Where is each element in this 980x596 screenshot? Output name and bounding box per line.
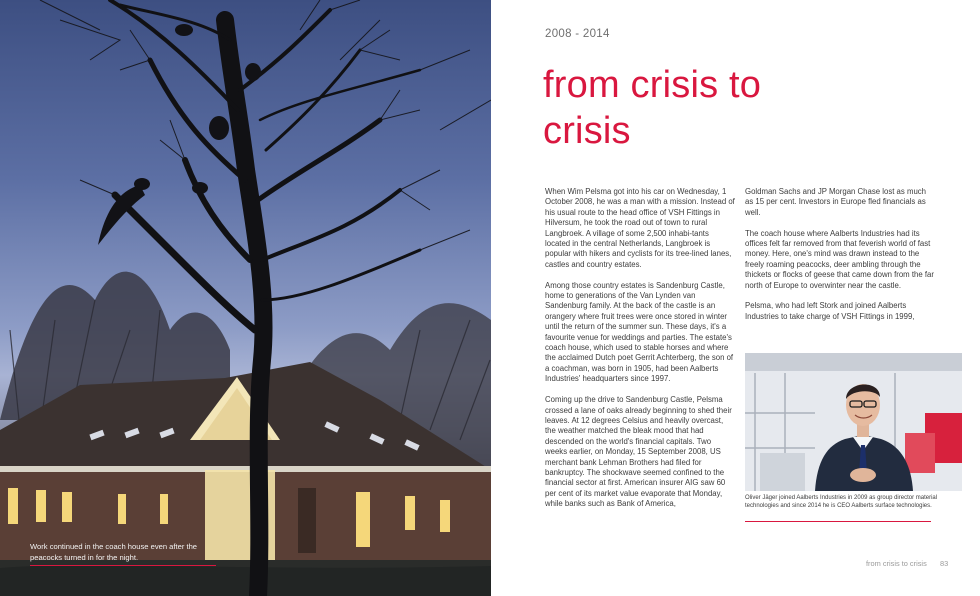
caption-divider	[30, 565, 216, 566]
body-paragraph: Pelsma, who had left Stork and joined Aalberts Industries to take charge of VSH Fittings in 1999,	[745, 301, 915, 321]
portrait-image	[745, 353, 962, 491]
body-column-2	[745, 187, 935, 333]
portrait-photo	[745, 353, 962, 491]
page-number: 83	[940, 559, 949, 568]
body-paragraph: Goldman Sachs and JP Morgan Chase lost as much as 15 per cent. Investors in Europe fled financials as well.	[745, 187, 927, 217]
body-paragraph: The coach house where Aalberts Industries had its offices felt far removed from that feverish world of fast money. Here, one's mind was drawn instead to the freely roaming peacocks, deer ambling through the thickets or flocks of geese that came down from the far north of Europe to overwinter near the castle.	[745, 228, 934, 290]
period-label: 2008 - 2014	[545, 28, 610, 40]
text-page	[491, 0, 980, 596]
body-paragraph: Among those country estates is Sandenburg Castle, home to generations of the Van Lynden van Sandenburg family. At the back of the castle is an orangery where fruit trees were once stored in winter until the return of the summer sun. These days, it's a favourite venue for weddings and parties. The estate's coach house, which used to stable horses and where the acclaimed Dutch poet Gerrit Achterberg, the son of a coachman, was born in 1905, had been Aalberts Industries' headquarters since 1997.	[545, 280, 734, 384]
body-paragraph: When Wim Pelsma got into his car on Wednesday, 1 October 2008, he was a man with a mission. Instead of his usual route to the head office of VSH Fittings in Hilversum, he took the road out of town to rural Langbroek. A village of some 2,500 inhabi-tants located in the central Netherlands, Langbroek is popular with hikers and cyclists for its tree-lined lanes, castles and country estates.	[545, 187, 735, 269]
photo-caption: Work continued in the coach house even after the peacocks turned in for the night.	[30, 542, 198, 562]
caption-divider	[745, 521, 931, 522]
running-footer-title: from crisis to crisis	[866, 559, 927, 568]
chapter-title: from crisis to crisis	[543, 64, 762, 152]
body-paragraph: Coming up the drive to Sandenburg Castle, Pelsma crossed a lane of oaks already beginning to shed their leaves. At 12 degrees Celsius and heavily overcast, the weather matched the bleak mood that had descended on the world's financial capitals. Two weeks earlier, on Monday, 15 September 2008, US merchant bank Lehman Brothers had filed for bankruptcy. The shockwave seemed confined to the financial sector at first. American insurer AIG saw 60 per cent of its market value evaporate that Monday, while banks such as Bank of America,	[545, 395, 732, 509]
body-column-1	[545, 187, 735, 520]
portrait-caption: Oliver Jäger joined Aalberts Industries in 2009 as group director material technologies and since 2014 he is CEO Aalberts surface technologies.	[745, 495, 938, 510]
